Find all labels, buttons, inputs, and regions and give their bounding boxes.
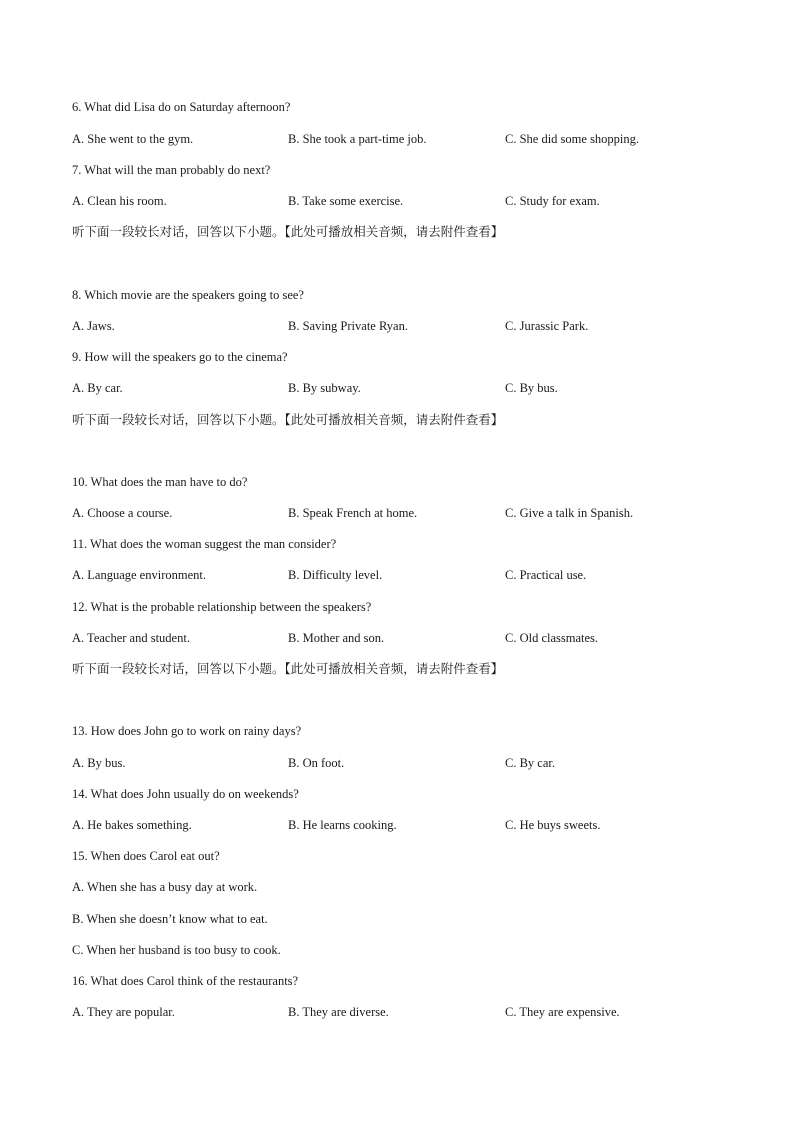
option-c: C. Old classmates.	[505, 631, 599, 645]
question-6: 6. What did Lisa do on Saturday afternoon?	[72, 100, 291, 114]
option-c: C. Jurassic Park.	[505, 319, 589, 333]
question-12: 12. What is the probable relationship between the speakers?	[72, 600, 372, 614]
option-a: A. She went to the gym.	[72, 132, 194, 146]
option-b: B. He learns cooking.	[288, 818, 397, 832]
option-c: C. They are expensive.	[505, 1005, 620, 1019]
options-8	[72, 318, 722, 334]
option-a: A. Jaws.	[72, 319, 115, 333]
question-7: 7. What will the man probably do next?	[72, 163, 271, 177]
option-b: B. When she doesn’t know what to eat.	[72, 912, 268, 926]
option-a: A. Clean his room.	[72, 194, 167, 208]
option-b: B. They are diverse.	[288, 1005, 389, 1019]
option-c: C. Practical use.	[505, 568, 587, 582]
option-b: B. Take some exercise.	[288, 194, 404, 208]
option-c: C. Study for exam.	[505, 194, 600, 208]
option-a: A. They are popular.	[72, 1005, 175, 1019]
options-13	[72, 755, 722, 771]
option-c: C. By car.	[505, 756, 555, 770]
option-b: B. By subway.	[288, 381, 361, 395]
option-a: A. Choose a course.	[72, 506, 173, 520]
option-a: A. When she has a busy day at work.	[72, 880, 258, 894]
options-12	[72, 630, 722, 646]
options-9	[72, 380, 722, 396]
option-c: C. When her husband is too busy to cook.	[72, 943, 281, 957]
question-9: 9. How will the speakers go to the cinema?	[72, 350, 288, 364]
option-b: B. On foot.	[288, 756, 345, 770]
question-14: 14. What does John usually do on weekends?	[72, 787, 299, 801]
options-16	[72, 1004, 722, 1020]
question-15: 15. When does Carol eat out?	[72, 849, 220, 863]
option-a: A. Teacher and student.	[72, 631, 190, 645]
options-6	[72, 131, 722, 147]
instruction-long-dialogue: 听下面一段较长对话，回答以下小题。【此处可播放相关音频，请去附件查看】	[72, 412, 504, 427]
option-b: B. Saving Private Ryan.	[288, 319, 408, 333]
option-a: A. He bakes something.	[72, 818, 192, 832]
question-16: 16. What does Carol think of the restaurants?	[72, 974, 299, 988]
option-b: B. She took a part-time job.	[288, 132, 427, 146]
options-11	[72, 567, 722, 583]
option-c: C. She did some shopping.	[505, 132, 640, 146]
question-8: 8. Which movie are the speakers going to see?	[72, 288, 304, 302]
option-c: C. Give a talk in Spanish.	[505, 506, 634, 520]
option-c: C. By bus.	[505, 381, 558, 395]
option-c: C. He buys sweets.	[505, 818, 601, 832]
question-10: 10. What does the man have to do?	[72, 475, 248, 489]
option-b: B. Speak French at home.	[288, 506, 418, 520]
option-a: A. By bus.	[72, 756, 126, 770]
option-b: B. Mother and son.	[288, 631, 385, 645]
options-10	[72, 505, 722, 521]
question-13: 13. How does John go to work on rainy days?	[72, 724, 302, 738]
option-b: B. Difficulty level.	[288, 568, 383, 582]
option-a: A. Language environment.	[72, 568, 206, 582]
options-7	[72, 193, 722, 209]
instruction-long-dialogue: 听下面一段较长对话，回答以下小题。【此处可播放相关音频，请去附件查看】	[72, 224, 504, 239]
option-a: A. By car.	[72, 381, 123, 395]
options-14	[72, 817, 722, 833]
instruction-long-dialogue: 听下面一段较长对话，回答以下小题。【此处可播放相关音频，请去附件查看】	[72, 661, 504, 676]
question-11: 11. What does the woman suggest the man consider?	[72, 537, 337, 551]
